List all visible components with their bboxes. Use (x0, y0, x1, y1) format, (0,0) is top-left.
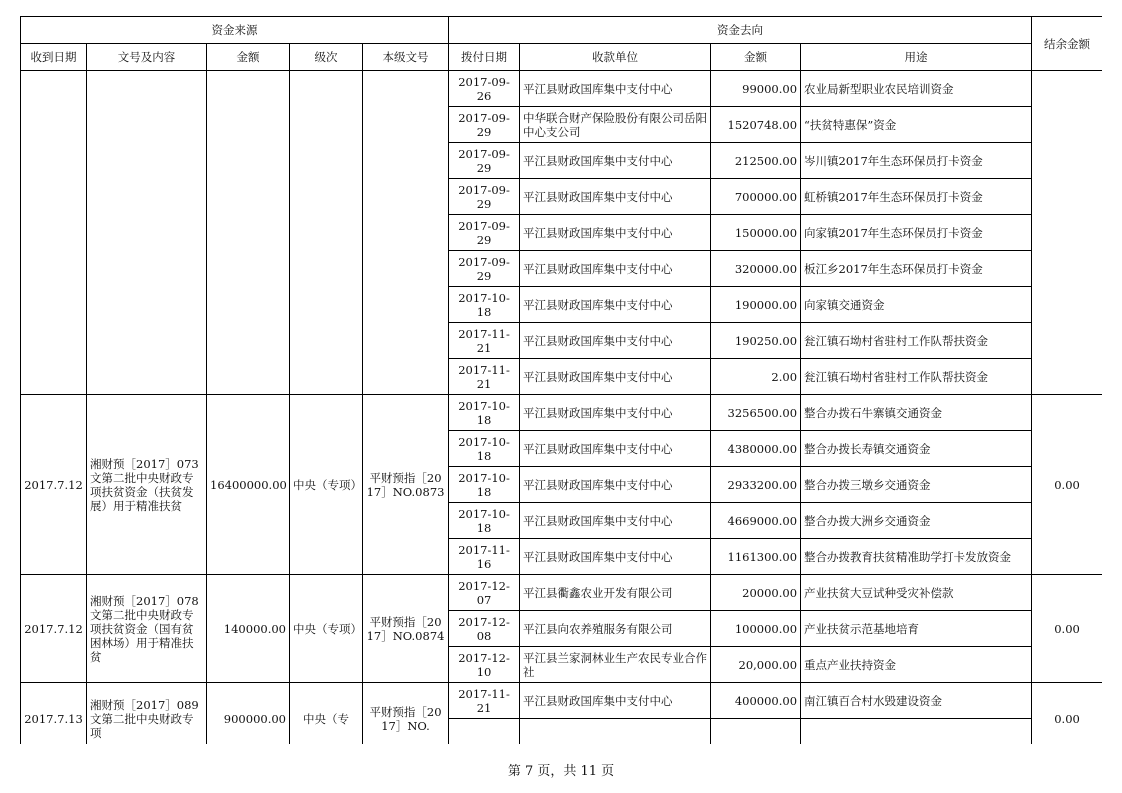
pay-date-cell: 2017-11-21 (449, 683, 520, 719)
level-cell: 中央（专项） (290, 395, 363, 575)
received-date-cell: 2017.7.13 (21, 683, 87, 745)
payee-cell: 中华联合财产保险股份有限公司岳阳中心支公司 (520, 107, 711, 143)
source-amount-cell: 140000.00 (207, 575, 290, 683)
col-payee: 收款单位 (520, 44, 711, 71)
purpose-cell: “扶贫特惠保”资金 (801, 107, 1032, 143)
purpose-cell: 产业扶贫大豆试种受灾补偿款 (801, 575, 1032, 611)
payee-cell: 平江县财政国库集中支付中心 (520, 287, 711, 323)
dest-amount-cell: 400000.00 (711, 683, 801, 719)
pay-date-cell: 2017-09-29 (449, 215, 520, 251)
payee-cell: 平江县财政国库集中支付中心 (520, 143, 711, 179)
col-local-doc: 本级文号 (363, 44, 449, 71)
table-row (21, 683, 1103, 719)
dest-amount-cell: 700000.00 (711, 179, 801, 215)
purpose-cell: 重点产业扶持资金 (801, 647, 1032, 683)
purpose-cell: 向家镇交通资金 (801, 287, 1032, 323)
col-pay-date: 拨付日期 (449, 44, 520, 71)
payee-cell: 平江县财政国库集中支付中心 (520, 431, 711, 467)
dest-amount-cell: 212500.00 (711, 143, 801, 179)
received-date-cell: 2017.7.12 (21, 395, 87, 575)
dest-amount-cell: 4380000.00 (711, 431, 801, 467)
page-footer: 第 7 页，共 11 页 (507, 764, 615, 779)
local-doc-cell: 平财预指［2017］NO.0873 (363, 395, 449, 575)
balance-cell: 0.00 (1032, 683, 1102, 745)
pay-date-cell: 2017-09-29 (449, 179, 520, 215)
purpose-cell: 整合办拨三墩乡交通资金 (801, 467, 1032, 503)
received-date-cell: 2017.7.12 (21, 575, 87, 683)
pay-date-cell: 2017-09-29 (449, 107, 520, 143)
payee-cell: 平江县财政国库集中支付中心 (520, 179, 711, 215)
source-amount-cell: 16400000.00 (207, 395, 290, 575)
payee-cell: 平江县向农养殖服务有限公司 (520, 611, 711, 647)
payee-cell: 平江县兰家洞林业生产农民专业合作社 (520, 647, 711, 683)
document-cell: 湘财预［2017］073文第二批中央财政专项扶贫资金（扶贫发展）用于精准扶贫 (87, 395, 207, 575)
source-amount-cell (207, 71, 290, 395)
balance-cell: 0.00 (1032, 575, 1102, 683)
dest-amount-cell: 190000.00 (711, 287, 801, 323)
dest-amount-cell: 1161300.00 (711, 539, 801, 575)
table-row (21, 575, 1103, 611)
purpose-cell: 岑川镇2017年生态环保员打卡资金 (801, 143, 1032, 179)
col-received-date: 收到日期 (21, 44, 87, 71)
dest-amount-cell: 20000.00 (711, 575, 801, 611)
balance-header: 结余金额 (1032, 17, 1102, 71)
purpose-cell: 整合办拨石牛寨镇交通资金 (801, 395, 1032, 431)
document-cell (87, 71, 207, 395)
level-cell (290, 71, 363, 395)
document-cell: 湘财预［2017］078文第二批中央财政专项扶贫资金（国有贫困林场）用于精准扶贫 (87, 575, 207, 683)
source-group-header: 资金来源 (21, 17, 449, 44)
dest-amount-cell: 100000.00 (711, 611, 801, 647)
payee-cell: 平江县财政国库集中支付中心 (520, 395, 711, 431)
dest-group-header: 资金去向 (449, 17, 1032, 44)
table-row (21, 71, 1103, 107)
payee-cell: 平江县财政国库集中支付中心 (520, 323, 711, 359)
payee-cell: 平江县衢鑫农业开发有限公司 (520, 575, 711, 611)
table-row (21, 395, 1103, 431)
payee-cell: 平江县财政国库集中支付中心 (520, 683, 711, 719)
payee-cell (520, 719, 711, 745)
purpose-cell: 板江乡2017年生态环保员打卡资金 (801, 251, 1032, 287)
pay-date-cell (449, 719, 520, 745)
local-doc-cell: 平财预指［2017］NO. (363, 683, 449, 745)
dest-amount-cell (711, 719, 801, 745)
purpose-cell: 向家镇2017年生态环保员打卡资金 (801, 215, 1032, 251)
purpose-cell: 整合办拨大洲乡交通资金 (801, 503, 1032, 539)
dest-amount-cell: 99000.00 (711, 71, 801, 107)
dest-amount-cell: 2.00 (711, 359, 801, 395)
col-dest-amount: 金额 (711, 44, 801, 71)
pay-date-cell: 2017-12-10 (449, 647, 520, 683)
purpose-cell: 瓮江镇石坳村省驻村工作队帮扶资金 (801, 323, 1032, 359)
col-document: 文号及内容 (87, 44, 207, 71)
pay-date-cell: 2017-11-16 (449, 539, 520, 575)
document-cell: 湘财预［2017］089文第二批中央财政专项 (87, 683, 207, 745)
col-level: 级次 (290, 44, 363, 71)
pay-date-cell: 2017-12-07 (449, 575, 520, 611)
dest-amount-cell: 190250.00 (711, 323, 801, 359)
level-cell: 中央（专项） (290, 575, 363, 683)
col-source-amount: 金额 (207, 44, 290, 71)
pay-date-cell: 2017-10-18 (449, 467, 520, 503)
purpose-cell: 瓮江镇石坳村省驻村工作队帮扶资金 (801, 359, 1032, 395)
payee-cell: 平江县财政国库集中支付中心 (520, 539, 711, 575)
payee-cell: 平江县财政国库集中支付中心 (520, 251, 711, 287)
purpose-cell: 农业局新型职业农民培训资金 (801, 71, 1032, 107)
dest-amount-cell: 3256500.00 (711, 395, 801, 431)
purpose-cell: 产业扶贫示范基地培育 (801, 611, 1032, 647)
dest-amount-cell: 320000.00 (711, 251, 801, 287)
pay-date-cell: 2017-10-18 (449, 395, 520, 431)
purpose-cell (801, 719, 1032, 745)
local-doc-cell (363, 71, 449, 395)
purpose-cell: 整合办拨教育扶贫精准助学打卡发放资金 (801, 539, 1032, 575)
payee-cell: 平江县财政国库集中支付中心 (520, 359, 711, 395)
level-cell: 中央（专 (290, 683, 363, 745)
local-doc-cell: 平财预指［2017］NO.0874 (363, 575, 449, 683)
pay-date-cell: 2017-11-21 (449, 359, 520, 395)
payee-cell: 平江县财政国库集中支付中心 (520, 467, 711, 503)
purpose-cell: 虹桥镇2017年生态环保员打卡资金 (801, 179, 1032, 215)
balance-cell: 0.00 (1032, 395, 1102, 575)
pay-date-cell: 2017-09-29 (449, 251, 520, 287)
source-amount-cell: 900000.00 (207, 683, 290, 745)
pay-date-cell: 2017-12-08 (449, 611, 520, 647)
pay-date-cell: 2017-09-29 (449, 143, 520, 179)
pay-date-cell: 2017-11-21 (449, 323, 520, 359)
dest-amount-cell: 4669000.00 (711, 503, 801, 539)
payee-cell: 平江县财政国库集中支付中心 (520, 71, 711, 107)
payee-cell: 平江县财政国库集中支付中心 (520, 503, 711, 539)
dest-amount-cell: 1520748.00 (711, 107, 801, 143)
balance-cell (1032, 71, 1102, 395)
col-purpose: 用途 (801, 44, 1032, 71)
received-date-cell (21, 71, 87, 395)
dest-amount-cell: 20,000.00 (711, 647, 801, 683)
pay-date-cell: 2017-10-18 (449, 503, 520, 539)
pay-date-cell: 2017-09-26 (449, 71, 520, 107)
purpose-cell: 整合办拨长寿镇交通资金 (801, 431, 1032, 467)
dest-amount-cell: 150000.00 (711, 215, 801, 251)
pay-date-cell: 2017-10-18 (449, 431, 520, 467)
ledger-table-container (20, 16, 1102, 744)
pay-date-cell: 2017-10-18 (449, 287, 520, 323)
purpose-cell: 南江镇百合村水毁建设资金 (801, 683, 1032, 719)
fund-ledger-table (20, 16, 1102, 744)
dest-amount-cell: 2933200.00 (711, 467, 801, 503)
payee-cell: 平江县财政国库集中支付中心 (520, 215, 711, 251)
